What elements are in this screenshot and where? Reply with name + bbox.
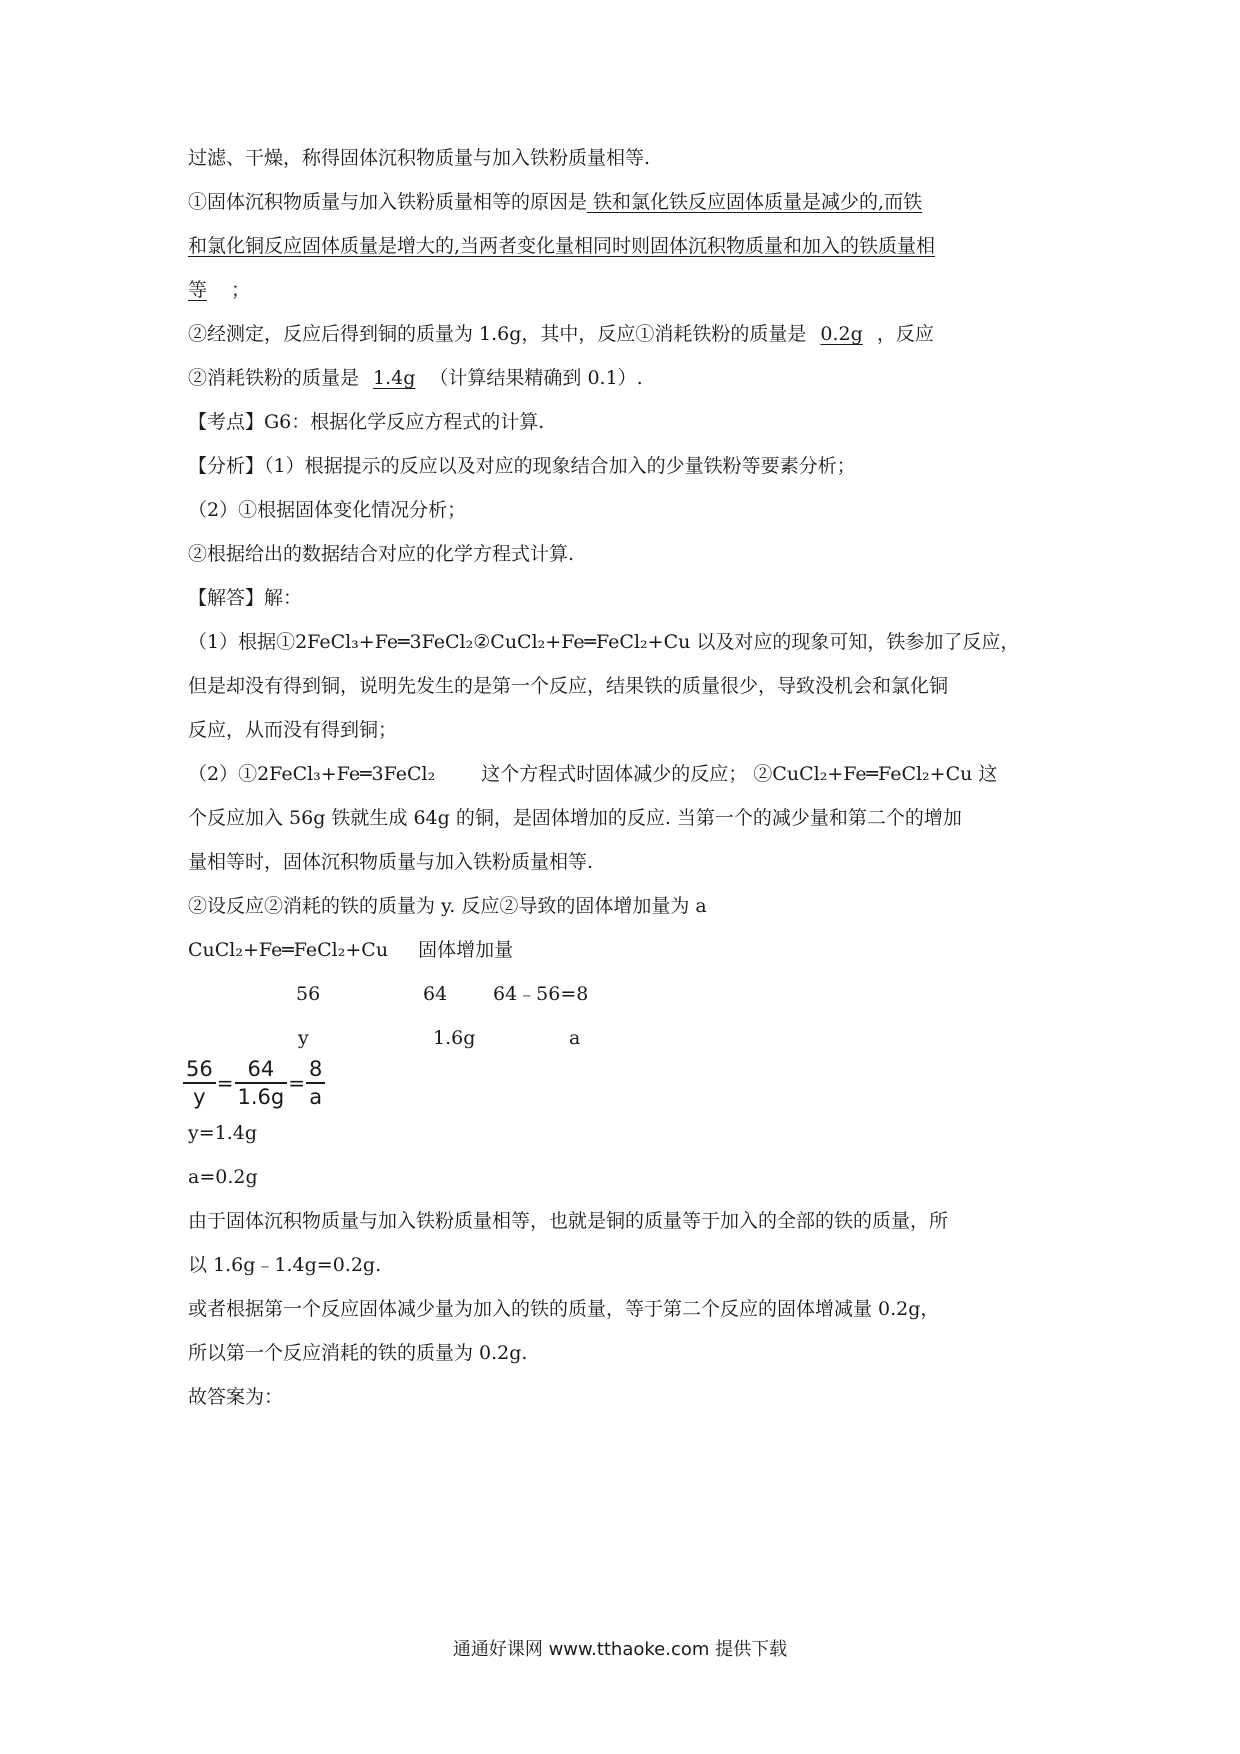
text-line (188, 453, 856, 479)
line-text: ②设反应②消耗的铁的质量为 y. 反应②导致的固体增加量为 a (188, 895, 707, 917)
text-line (188, 893, 707, 919)
line-text: 反应，从而没有得到铜； (188, 719, 398, 741)
line-text: （2）①2FeCl₃+Fe═3FeCl₂ (188, 763, 436, 785)
text-line (188, 365, 643, 391)
unknown-value: a (569, 1027, 581, 1049)
text-line (188, 541, 574, 567)
line-text: ②根据给出的数据结合对应的化学方程式计算. (188, 543, 575, 565)
text-line (188, 1208, 948, 1234)
line-text: 【考点】G6：根据化学反应方程式的计算. (188, 411, 545, 433)
text-line (188, 145, 650, 171)
line-text: 【解答】解： (188, 587, 303, 609)
fraction-numerator: 56 (183, 1056, 216, 1084)
equation-unknown-row (188, 1025, 1058, 1051)
text-line (188, 409, 544, 435)
line-text: 但是却没有得到铜，说明先发生的是第一个反应，结果铁的质量很少，导致没机会和氯化铜 (188, 675, 949, 697)
line-text: 以 1.6g﹣1.4g=0.2g. (188, 1254, 382, 1276)
line-text: 所以第一个反应消耗的铁的质量为 0.2g. (188, 1342, 528, 1364)
underlined-answer: 等 (188, 279, 208, 301)
fraction-numerator: 8 (306, 1056, 325, 1084)
line-text: ②经测定，反应后得到铜的质量为 1.6g，其中，反应①消耗铁粉的质量是 (188, 323, 807, 345)
underlined-answer: 铁和氯化铁反应固体质量是减少的,而铁 (587, 191, 923, 213)
equals-sign: = (216, 1071, 234, 1095)
answer-blank: 0.2g (820, 323, 863, 345)
fraction (306, 1056, 325, 1110)
ratio-value: 64﹣56=8 (493, 983, 589, 1005)
line-text: 量相等时，固体沉积物质量与加入铁粉质量相等. (188, 851, 594, 873)
line-text: 由于固体沉积物质量与加入铁粉质量相等，也就是铜的质量等于加入的全部的铁的质量，所 (188, 1210, 949, 1232)
text-line (188, 673, 948, 699)
text-line (188, 585, 302, 611)
text-line (188, 717, 397, 743)
text-line (188, 1164, 258, 1190)
fraction (235, 1056, 288, 1110)
equals-sign: = (288, 1071, 305, 1095)
text-line (188, 1296, 939, 1322)
line-text: 或者根据第一个反应固体减少量为加入的铁的质量，等于第二个反应的固体增减量 0.2g， (188, 1298, 940, 1320)
text-line (188, 321, 934, 347)
document-page (188, 0, 1058, 1754)
line-text: （计算结果精确到 0.1）. (429, 367, 643, 389)
result-line: y=1.4g (188, 1122, 258, 1144)
line-text: ①固体沉积物质量与加入铁粉质量相等的原因是 (188, 191, 588, 213)
text-line (188, 1384, 283, 1410)
text-line (188, 761, 997, 787)
ratio-value: 56 (296, 983, 321, 1005)
line-text: 固体增加量 (418, 939, 514, 961)
text-line (188, 277, 250, 303)
text-line (188, 849, 593, 875)
answer-blank: 1.4g (373, 367, 416, 389)
fraction-denominator: a (309, 1085, 323, 1109)
text-line (188, 937, 513, 963)
fraction-numerator: 64 (235, 1056, 288, 1084)
text-line (188, 805, 962, 831)
text-line (188, 1120, 257, 1146)
fraction (183, 1056, 216, 1110)
page-footer: 通通好课网 www.tthaoke.com 提供下载 (452, 1639, 788, 1660)
fraction-denominator: 1.6g (237, 1085, 285, 1109)
line-text: 个反应加入 56g 铁就生成 64g 的铜，是固体增加的反应. 当第一个的减少量和第二个的增加 (188, 807, 962, 829)
line-text: 故答案为： (188, 1386, 284, 1408)
line-text: ②消耗铁粉的质量是 (188, 367, 360, 389)
ratio-value: 64 (423, 983, 448, 1005)
text-line (188, 497, 466, 523)
underlined-answer: 和氯化铜反应固体质量是增大的,当两者变化量相同时则固体沉积物质量和加入的铁质量相 (188, 235, 936, 257)
result-line: a=0.2g (188, 1166, 258, 1188)
line-text: 【分析】（1）根据提示的反应以及对应的现象结合加入的少量铁粉等要素分析； (188, 455, 856, 477)
text-line (188, 1340, 527, 1366)
text-line (188, 189, 922, 215)
line-text: （1）根据①2FeCl₃+Fe═3FeCl₂②CuCl₂+Fe═FeCl₂+Cu 以及对应的现象可知，铁参加了反应， (188, 631, 1020, 653)
text-line (188, 1252, 381, 1278)
line-text: ，反应 (876, 323, 934, 345)
line-text: 过滤、干燥，称得固体沉积物质量与加入铁粉质量相等. (188, 147, 651, 169)
line-text: （2）①根据固体变化情况分析； (188, 499, 467, 521)
text-line (188, 629, 1019, 655)
text-line (188, 233, 935, 259)
fraction-denominator: y (193, 1085, 206, 1109)
proportion-equation (183, 1056, 325, 1110)
equation-ratio-row (188, 981, 1058, 1007)
unknown-value: y (298, 1027, 309, 1049)
equation: CuCl₂+Fe═FeCl₂+Cu (188, 939, 389, 961)
line-text: ； (225, 279, 251, 301)
line-text: 这个方程式时固体减少的反应； ②CuCl₂+Fe═FeCl₂+Cu 这 (481, 763, 998, 785)
unknown-value: 1.6g (433, 1027, 476, 1049)
